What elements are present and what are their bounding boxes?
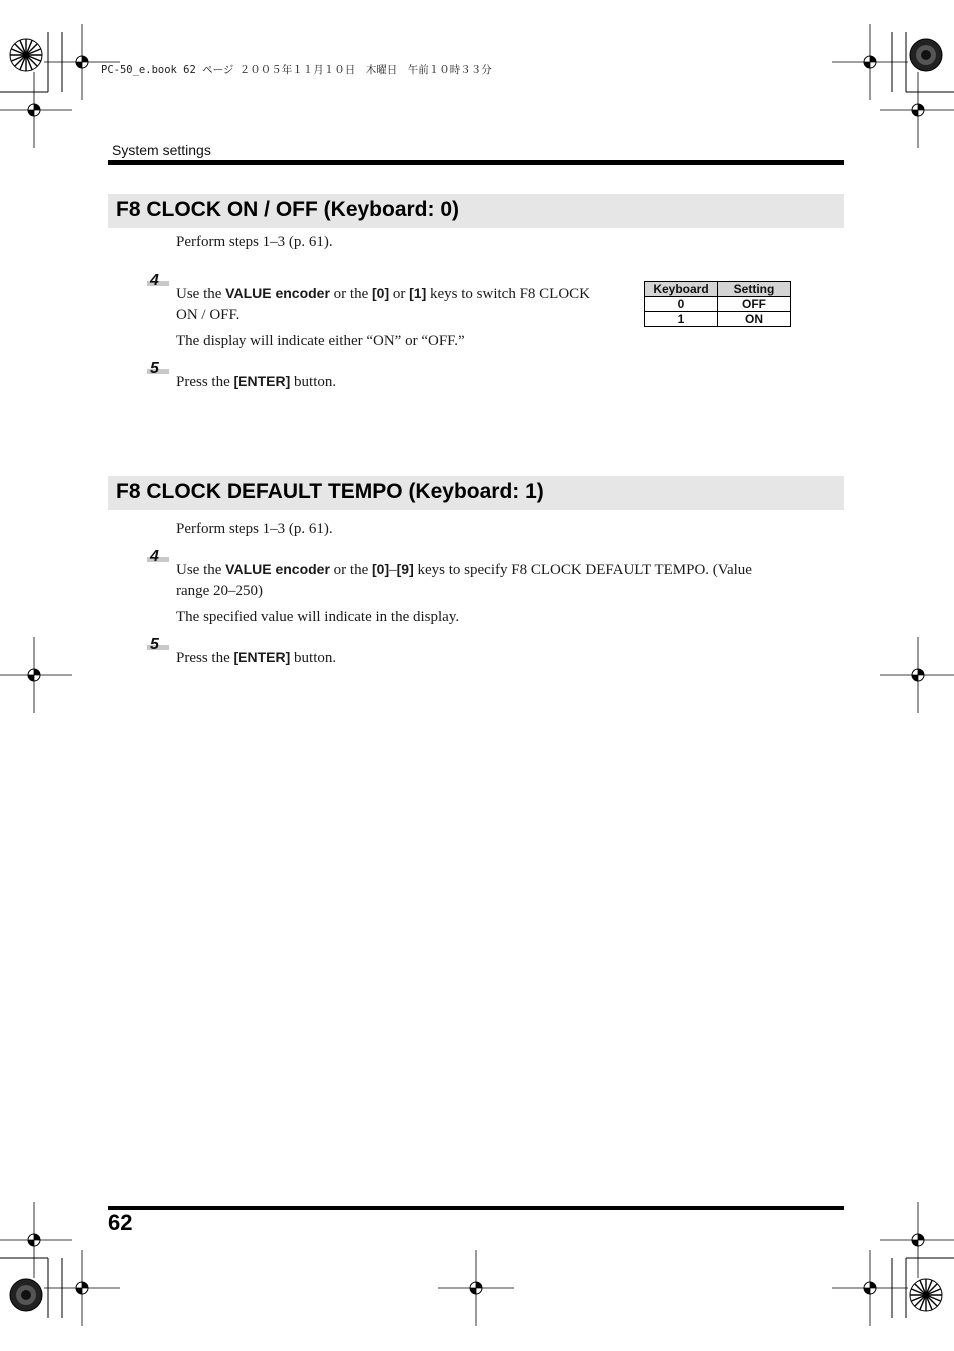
value-encoder-label: VALUE encoder [225,561,330,577]
page-number: 62 [108,1210,133,1235]
table-header: Setting [718,282,791,297]
step-4-note: The display will indicate either “ON” or “OFF.” [176,333,465,349]
section-title-clock-on-off: F8 CLOCK ON / OFF (Keyboard: 0) [116,198,460,221]
step-5-text: Press the [ENTER] button. [176,373,337,390]
key-0-label: [0] [372,285,390,301]
intro-text: Perform steps 1–3 (p. 61). [176,234,333,250]
table-cell: 1 [645,312,718,327]
step-4-text: Use the VALUE encoder or the [0] or [1] keys to switch F8 CLOCK ON / OFF. [176,285,591,323]
enter-button-label: [ENTER] [233,649,291,665]
table-cell: ON [718,312,791,327]
table-cell: 0 [645,297,718,312]
key-0-label: [0] [372,561,390,577]
enter-button-label: [ENTER] [233,373,291,389]
step-5-text: Press the [ENTER] button. [176,649,337,666]
table-cell: OFF [718,297,791,312]
key-9-label: [9] [396,561,414,577]
step-number: 4 [147,276,169,290]
intro-text: Perform steps 1–3 (p. 61). [176,521,333,537]
step-4-text: Use the VALUE encoder or the [0]–[9] keys to specify F8 CLOCK DEFAULT TEMPO. (Value range 20–250) [176,561,752,599]
step-number: 4 [147,552,169,566]
running-header: System settings [112,142,211,158]
step-number: 5 [147,640,169,654]
section-title-default-tempo: F8 CLOCK DEFAULT TEMPO (Keyboard: 1) [116,480,544,503]
table-header: Keyboard [645,282,718,297]
step-4-note: The specified value will indicate in the display. [176,609,460,625]
step-number: 5 [147,364,169,378]
value-encoder-label: VALUE encoder [225,285,330,301]
print-slug: PC-50_e.book 62 ページ ２００５年１１月１０日 木曜日 午前１０時３３分 [101,64,492,76]
key-1-label: [1] [409,285,427,301]
